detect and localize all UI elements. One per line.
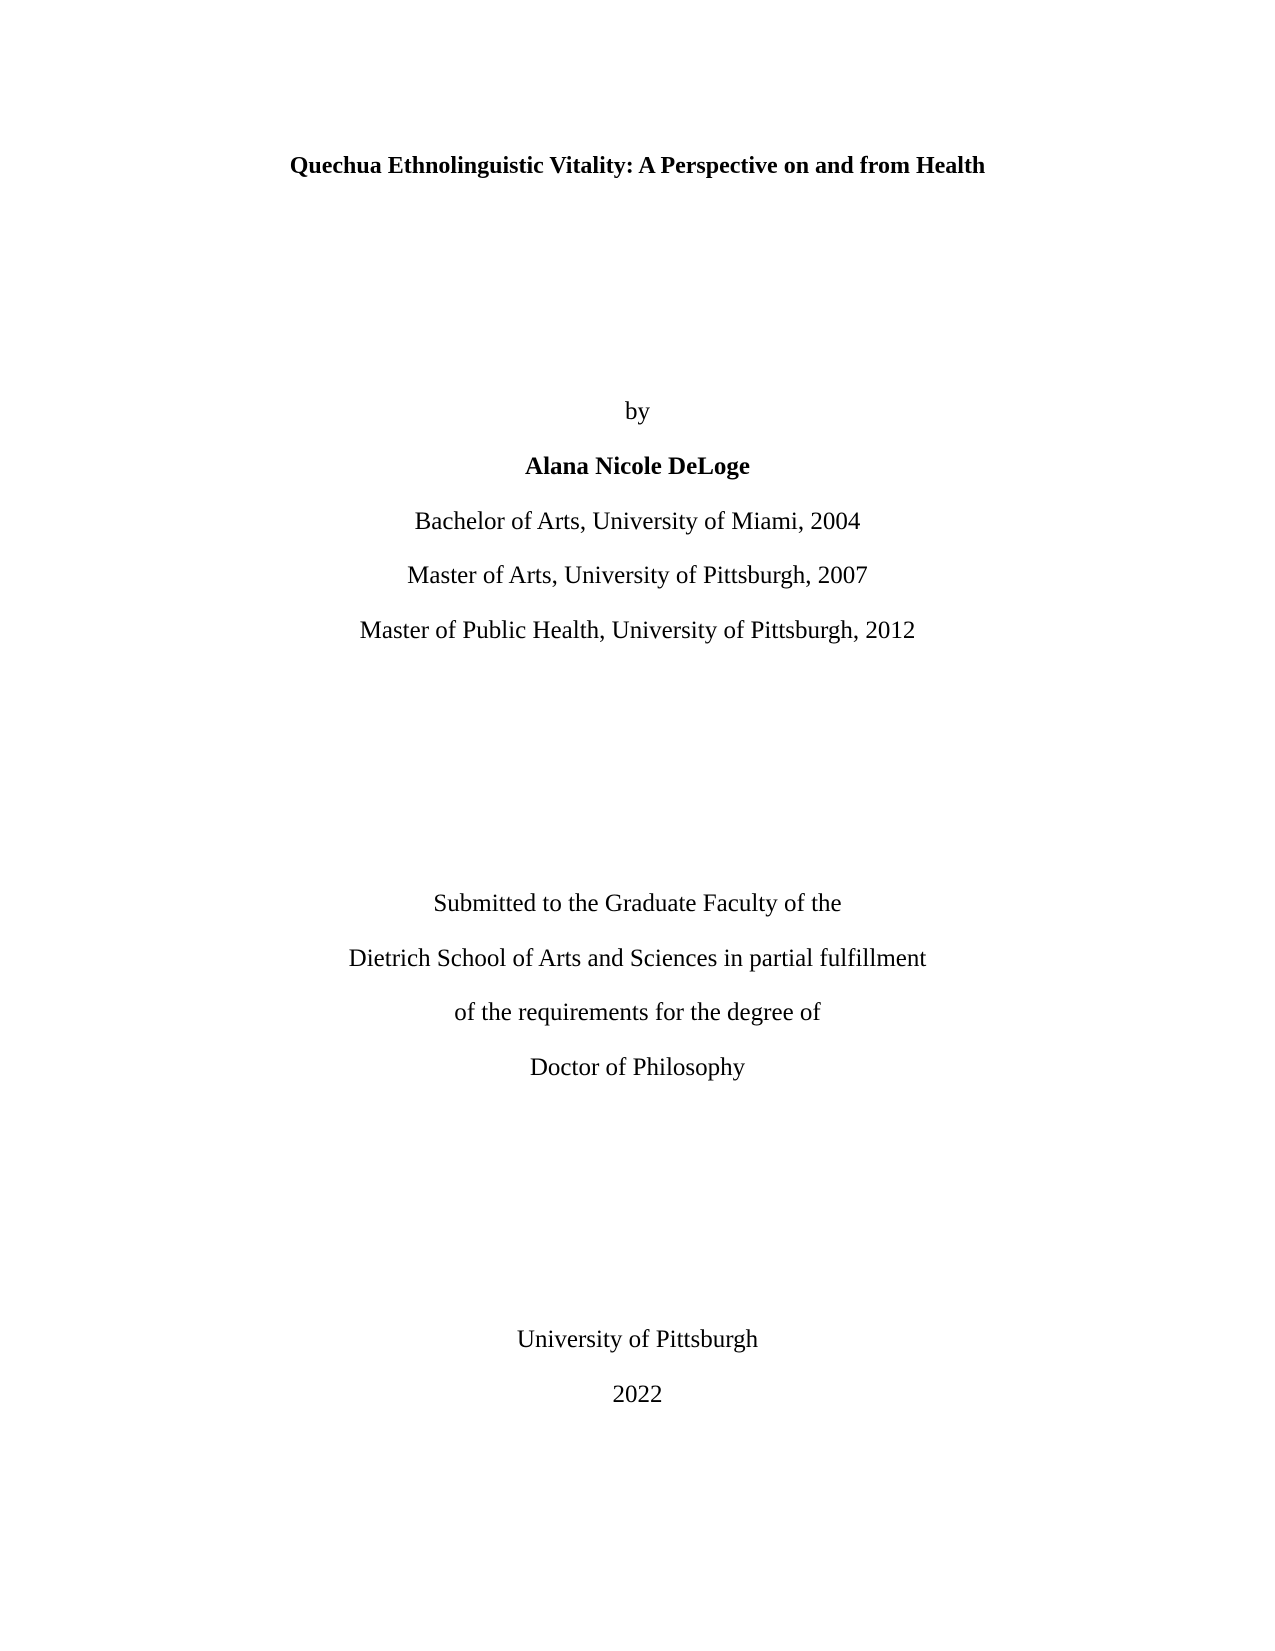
degree-name: Doctor of Philosophy: [529, 1054, 746, 1081]
thesis-title: Quechua Ethnolinguistic Vitality: A Perspective on and from Health: [289, 153, 986, 179]
degree-line-2: Master of Arts, University of Pittsburgh, 2007: [407, 562, 868, 589]
submission-line-1: Submitted to the Graduate Faculty of the: [433, 890, 842, 917]
degree-line-3: Master of Public Health, University of Pittsburgh, 2012: [359, 617, 916, 644]
submission-line-2: Dietrich School of Arts and Sciences in partial fulfillment: [348, 945, 927, 972]
by-label: by: [625, 398, 650, 425]
institution-name: University of Pittsburgh: [516, 1326, 759, 1353]
author-name: Alana Nicole DeLoge: [525, 453, 750, 480]
degree-line-1: Bachelor of Arts, University of Miami, 2004: [414, 508, 861, 535]
year: 2022: [612, 1381, 663, 1408]
submission-line-3: of the requirements for the degree of: [454, 999, 821, 1026]
